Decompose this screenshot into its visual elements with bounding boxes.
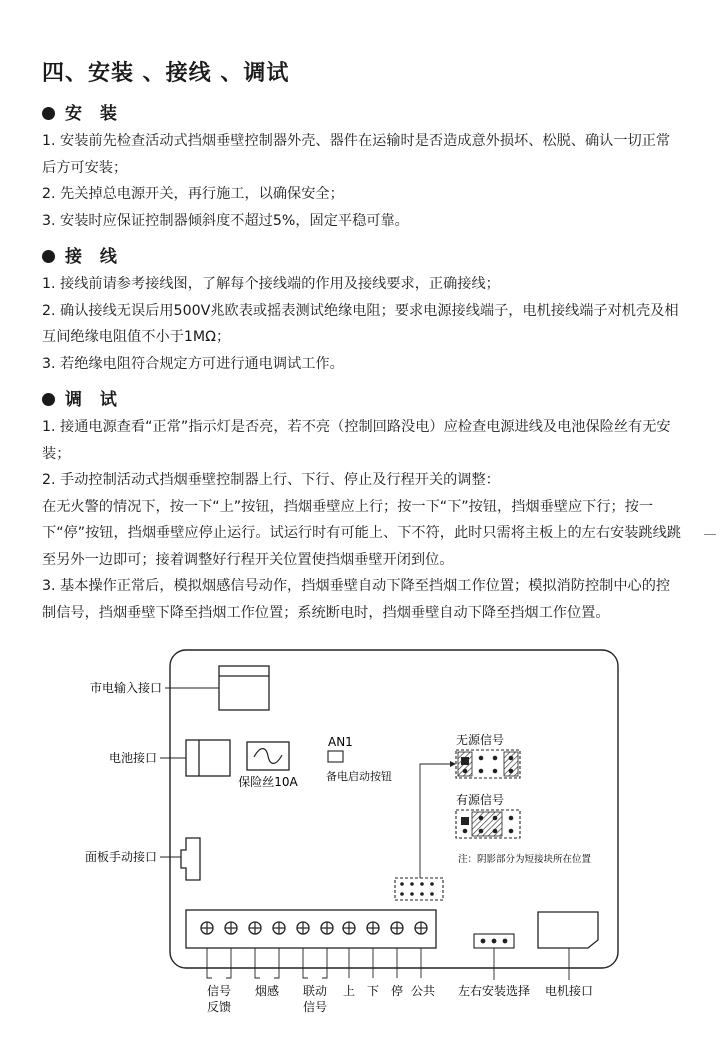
heading-install: 安 装 <box>42 99 682 124</box>
passive-signal-jumper <box>456 750 520 778</box>
label-passive-signal: 无源信号 <box>456 733 505 747</box>
bullet-icon <box>42 107 55 120</box>
terminal-screw-icon <box>391 922 403 934</box>
wiring-p3: 3. 若绝缘电阻符合规定方可进行通电调试工作。 <box>42 355 344 372</box>
label-terminal-stop: 停 <box>390 984 404 998</box>
install-p1: 1. 安装前先检查活动式挡烟垂壁控制器外壳、器件在运输时是否造成意外损坏、松脱、确认一切正常后方可安装； <box>42 133 671 176</box>
label-terminal-link-signal: 信号 <box>302 1000 328 1014</box>
terminal-screw-icon <box>201 922 213 934</box>
panel-manual-connector <box>160 838 200 880</box>
margin-mark <box>704 534 716 535</box>
terminal-screw-icon <box>249 922 261 934</box>
terminal-screw-icon <box>297 922 309 934</box>
debug-p4: 3. 基本操作正常后，模拟烟感信号动作，挡烟垂壁自动下降至挡烟工作位置；模拟消防控制中心的控制信号，挡烟垂壁下降至挡烟工作位置；系统断电时，挡烟垂壁自动下降至挡烟工作位置。 <box>42 578 671 621</box>
label-terminal-feedback: 反馈 <box>206 1000 232 1014</box>
terminal-leads <box>207 948 421 978</box>
document-body <box>42 56 682 626</box>
active-signal-jumper <box>456 810 520 838</box>
wiring-p2: 2. 确认接线无误后用500V兆欧表或摇表测试绝缘电阻；要求电源接线端子，电机接线端子对机壳及相互间绝缘电阻值不小于1MΩ； <box>42 302 679 345</box>
label-mains-input: 市电输入接口 <box>89 681 162 695</box>
terminal-screw-icon <box>367 922 379 934</box>
terminal-screw-icon <box>225 922 237 934</box>
backup-start-button <box>328 751 343 762</box>
debug-p1: 1. 接通电源查看“正常”指示灯是否亮，若不亮（控制回路没电）应检查电源进线及电池保险丝有无安装； <box>42 419 671 462</box>
install-p2: 2. 先关掉总电源开关，再行施工，以确保安全； <box>42 186 344 202</box>
battery-connector <box>160 740 230 776</box>
label-an1: AN1 <box>328 735 353 749</box>
terminal-screw-icon <box>321 922 333 934</box>
debug-p2: 2. 手动控制活动式挡烟垂壁控制器上行、下行、停止及行程开关的调整： <box>42 472 500 488</box>
label-panel-manual: 面板手动接口 <box>84 850 157 864</box>
heading-wiring: 接 线 <box>42 242 682 267</box>
bullet-icon <box>42 250 55 263</box>
section-title: 四、安装 、接线 、调试 <box>42 61 290 86</box>
label-terminal-signal: 信号 <box>206 984 232 998</box>
label-note: 注：阴影部分为短接块所在位置 <box>458 854 592 865</box>
label-battery: 电池接口 <box>108 751 157 765</box>
label-terminal-common: 公共 <box>410 984 436 998</box>
label-fuse: 保险丝10A <box>238 775 298 789</box>
label-terminal-link: 联动 <box>302 984 328 998</box>
terminal-screw-icon <box>273 922 285 934</box>
terminal-screw-icon <box>343 922 355 934</box>
label-backup-start: 备电启动按钮 <box>326 770 392 783</box>
fuse-icon <box>247 742 289 770</box>
debug-p3: 在无火警的情况下，按一下“上”按钮，挡烟垂壁应上行；按一下“下”按钮，挡烟垂壁应下行；按一下“停”按钮，挡烟垂壁应停止运行。试运行时有可能上、下不符，此时只需将主板上的左右安装跳线跳至另外一边即可；接着调整好行程开关位置使挡烟垂壁开闭到位。 <box>42 498 681 568</box>
terminal-block <box>186 910 436 948</box>
label-lr-install: 左右安装选择 <box>457 984 531 998</box>
mains-input-connector <box>165 666 269 710</box>
label-terminal-down: 下 <box>366 984 380 998</box>
controller-board <box>170 650 618 968</box>
signal-pin-header <box>395 761 456 900</box>
heading-debug: 调 试 <box>42 385 682 410</box>
label-terminal-smoke: 烟感 <box>254 984 280 998</box>
label-terminal-up: 上 <box>342 984 356 998</box>
install-p3: 3. 安装时应保证控制器倾斜度不超过5%，固定平稳可靠。 <box>42 212 409 229</box>
wiring-p1: 1. 接线前请参考接线图，了解每个接线端的作用及接线要求，正确接线； <box>42 276 500 292</box>
bullet-icon <box>42 393 55 406</box>
lr-install-jumper <box>474 934 514 980</box>
terminal-screw-icon <box>415 922 427 934</box>
terminal-screws <box>201 922 427 934</box>
label-motor: 电机接口 <box>544 984 594 998</box>
motor-connector <box>538 912 598 980</box>
label-active-signal: 有源信号 <box>456 793 505 807</box>
